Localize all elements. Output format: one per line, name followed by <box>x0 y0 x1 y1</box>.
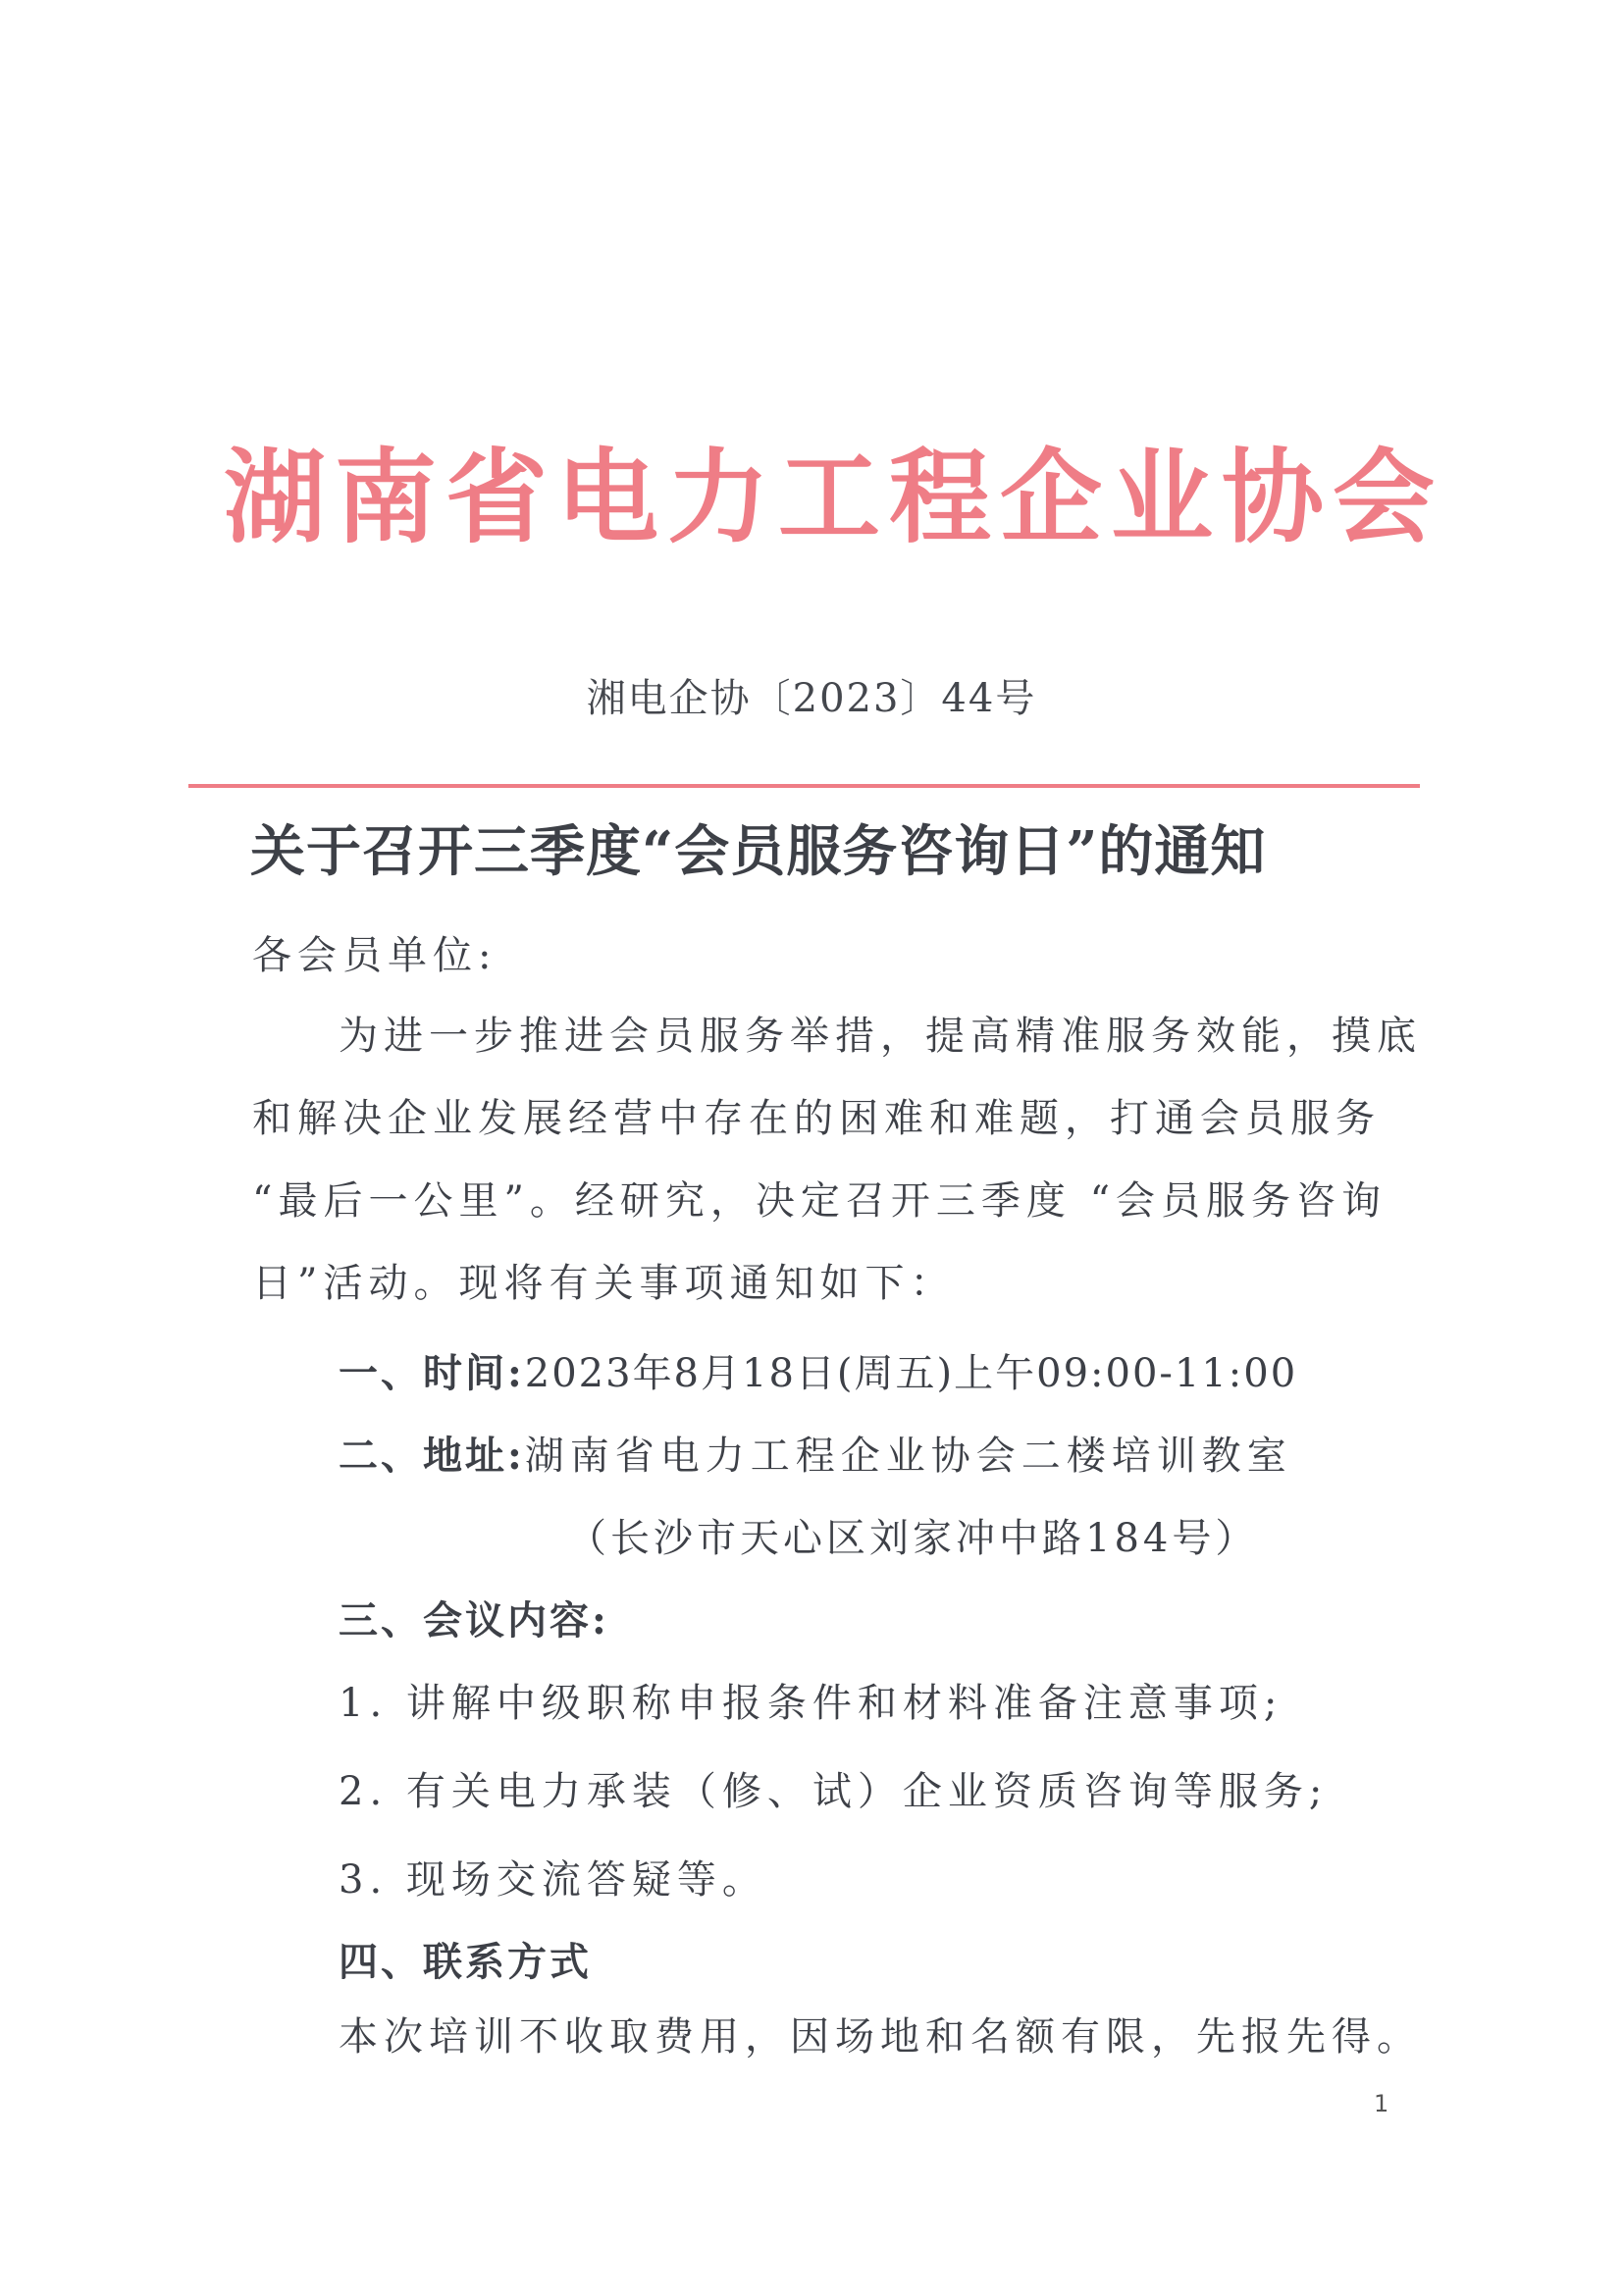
contact-text: 本次培训不收取费用，因场地和名额有限，先报先得。 <box>339 2014 1422 2060</box>
time-value: 2023年8月18日(周五)上午09:00-11:00 <box>524 1351 1298 1396</box>
intro-line: 为进一步推进会员服务举措，提高精准服务效能，摸底 <box>339 1014 1422 1059</box>
contact-label: 四、联系方式 <box>339 1939 592 1985</box>
intro-line: “最后一公里”。经研究，决定召开三季度 “会员服务咨询 <box>252 1178 1387 1224</box>
organization-masthead: 湖南省电力工程企业协会 <box>224 437 1444 557</box>
content-label: 三、会议内容: <box>339 1597 609 1644</box>
page-number: 1 <box>1374 2090 1389 2117</box>
red-divider-rule <box>188 784 1420 788</box>
salutation: 各会员单位: <box>252 933 497 978</box>
time-row <box>339 1350 1477 1397</box>
notice-title: 关于召开三季度“会员服务咨询日”的通知 <box>250 819 1267 884</box>
content-item: 3. 现场交流答疑等。 <box>339 1857 767 1903</box>
address-row <box>339 1433 1477 1480</box>
address-detail: （长沙市天心区刘家冲中路184号） <box>567 1516 1259 1561</box>
address-label: 二、地址: <box>339 1433 525 1479</box>
document-number: 湘电企协〔2023〕44号 <box>586 676 1037 721</box>
address-value: 湖南省电力工程企业协会二楼培训教室 <box>524 1434 1292 1479</box>
intro-line: 和解决企业发展经营中存在的困难和难题，打通会员服务 <box>252 1096 1381 1141</box>
intro-line: 日”活动。现将有关事项通知如下： <box>252 1261 956 1306</box>
content-item: 1. 讲解中级职称申报条件和材料准备注意事项; <box>339 1681 1283 1726</box>
intro-paragraph <box>252 995 1422 1325</box>
time-label: 一、时间: <box>339 1350 525 1396</box>
content-item: 2. 有关电力承装（修、试）企业资质咨询等服务; <box>339 1769 1329 1814</box>
